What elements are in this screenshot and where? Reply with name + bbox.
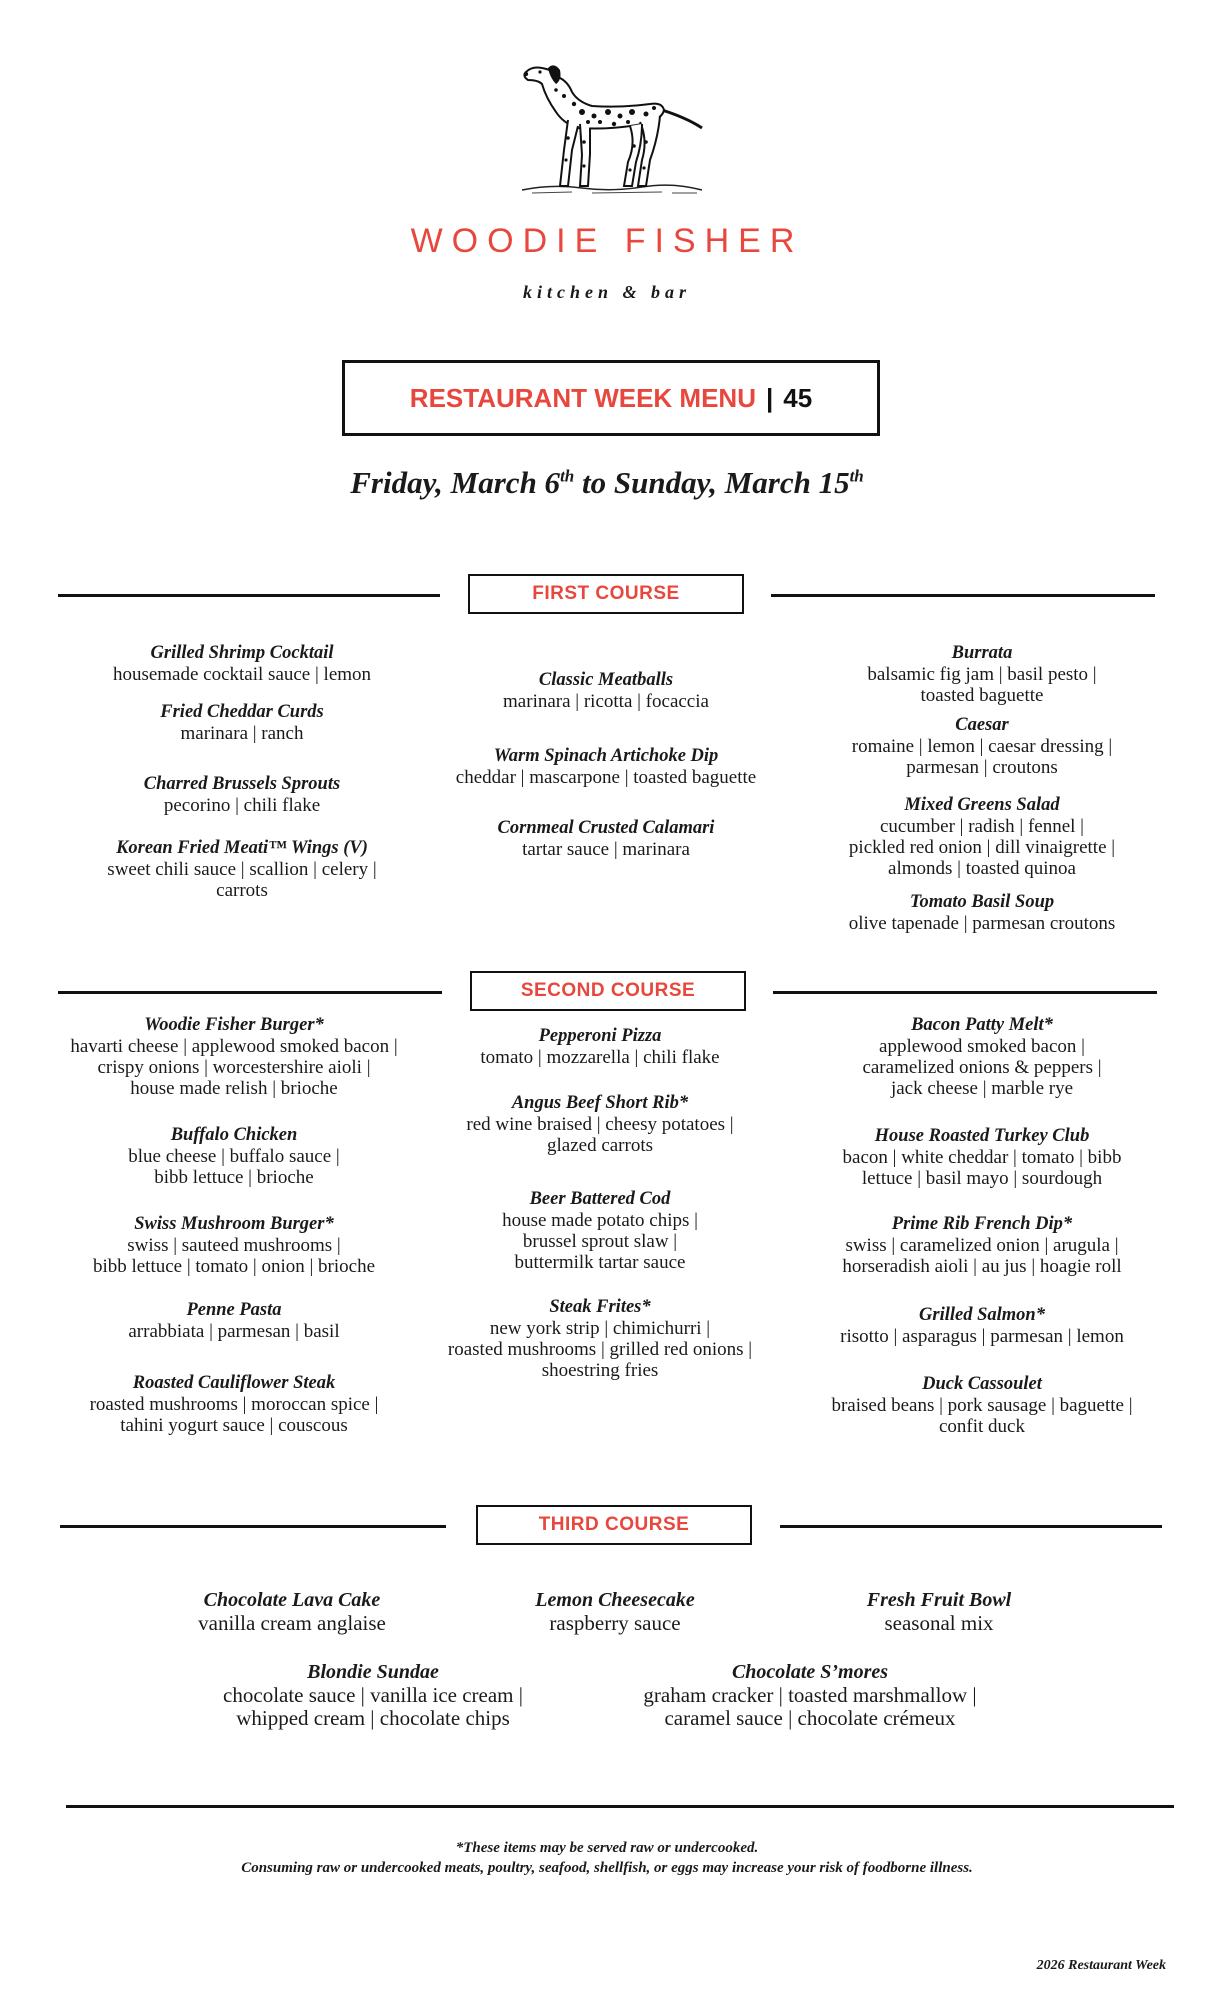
item-name: Mixed Greens Salad: [904, 795, 1060, 815]
menu-dates: [0, 465, 1214, 501]
menu-item: [400, 1297, 800, 1381]
item-name: Tomato Basil Soup: [909, 892, 1055, 912]
third-course-heading: THIRD COURSE: [476, 1505, 752, 1545]
item-name: Chocolate S’mores: [731, 1661, 889, 1683]
item-description: bibb lettuce | tomato | onion | brioche: [92, 1256, 376, 1277]
item-name: Pepperoni Pizza: [538, 1026, 662, 1046]
menu-item: [34, 1373, 434, 1436]
item-description: cucumber | radish | fennel |: [880, 816, 1084, 837]
item-description: braised beans | pork sausage | baguette |: [831, 1395, 1133, 1416]
first-course-heading: FIRST COURSE: [468, 574, 744, 614]
item-description: parmesan | croutons: [906, 757, 1058, 778]
item-description: house made potato chips |: [502, 1210, 698, 1231]
item-name: Grilled Shrimp Cocktail: [150, 643, 334, 663]
divider-line: [773, 991, 1157, 994]
menu-title-separator: |: [765, 382, 774, 413]
restaurant-tagline: kitchen & bar: [522, 282, 691, 302]
menu-item: [42, 774, 442, 816]
item-name: Fresh Fruit Bowl: [866, 1589, 1012, 1611]
item-description: marinara | ricotta | focaccia: [503, 691, 709, 712]
menu-item: [782, 1305, 1182, 1347]
item-name: Korean Fried Meati™ Wings (V): [116, 838, 368, 858]
item-name: Cornmeal Crusted Calamari: [497, 818, 715, 838]
item-name: Buffalo Chicken: [170, 1125, 298, 1145]
item-name: Bacon Patty Melt*: [911, 1015, 1053, 1035]
item-description: toasted baguette: [920, 685, 1044, 706]
menu-item: [34, 1214, 434, 1277]
item-description: lettuce | basil mayo | sourdough: [861, 1168, 1103, 1189]
disclaimer-line: Consuming raw or undercooked meats, poultry, seafood, shellfish, or eggs may increase your risk of foodborne illness.: [241, 1860, 973, 1876]
item-description: pecorino | chili flake: [163, 795, 321, 816]
menu-item: [782, 715, 1182, 778]
menu-item: [34, 1015, 434, 1099]
item-name: Angus Beef Short Rib*: [511, 1093, 689, 1113]
item-name: House Roasted Turkey Club: [874, 1126, 1090, 1146]
divider-line: [780, 1525, 1162, 1528]
item-description: swiss | sauteed mushrooms |: [127, 1235, 341, 1256]
item-description: marinara | ranch: [180, 723, 304, 744]
menu-item: [782, 795, 1182, 879]
item-description: pickled red onion | dill vinaigrette |: [848, 837, 1116, 858]
item-name: Woodie Fisher Burger*: [144, 1015, 324, 1035]
item-description: blue cheese | buffalo sauce |: [128, 1146, 340, 1167]
item-description: olive tapenade | parmesan croutons: [848, 913, 1116, 934]
menu-item: [782, 1214, 1182, 1277]
second-course-heading: SECOND COURSE: [470, 971, 746, 1011]
item-name: Prime Rib French Dip*: [891, 1214, 1073, 1234]
menu-item: [400, 1093, 800, 1156]
item-name: Steak Frites*: [549, 1297, 651, 1317]
item-description: brussel sprout slaw |: [522, 1231, 678, 1252]
item-name: Caesar: [955, 715, 1009, 735]
item-description: house made relish | brioche: [130, 1078, 338, 1099]
item-description: roasted mushrooms | moroccan spice |: [89, 1394, 379, 1415]
menu-item: [406, 746, 806, 788]
item-description: tahini yogurt sauce | couscous: [120, 1415, 348, 1436]
menu-item: [400, 1189, 800, 1273]
menu-item: [400, 1026, 800, 1068]
item-name: Beer Battered Cod: [529, 1189, 671, 1209]
item-name: Roasted Cauliflower Steak: [132, 1373, 336, 1393]
item-name: Chocolate Lava Cake: [203, 1589, 381, 1611]
item-description: seasonal mix: [884, 1611, 994, 1635]
item-description: risotto | asparagus | parmesan | lemon: [840, 1326, 1124, 1347]
item-description: applewood smoked bacon |: [879, 1036, 1085, 1057]
menu-item: [42, 702, 442, 744]
date-start-suffix: th: [560, 466, 575, 486]
item-description: caramel sauce | chocolate crémeux: [664, 1706, 956, 1730]
disclaimer-line: *These items may be served raw or undercooked.: [455, 1840, 759, 1856]
menu-item: [610, 1660, 1010, 1730]
item-description: romaine | lemon | caesar dressing |: [851, 736, 1113, 757]
item-description: new york strip | chimichurri |: [489, 1318, 711, 1339]
menu-price: 45: [783, 382, 813, 413]
item-description: confit duck: [938, 1416, 1025, 1437]
item-description: cheddar | mascarpone | toasted baguette: [455, 767, 757, 788]
item-description: roasted mushrooms | grilled red onions |: [447, 1339, 753, 1360]
item-description: bacon | white cheddar | tomato | bibb: [842, 1147, 1122, 1168]
item-description: jack cheese | marble rye: [890, 1078, 1074, 1099]
item-description: crispy onions | worcestershire aioli |: [97, 1057, 371, 1078]
menu-item: [406, 670, 806, 712]
item-description: chocolate sauce | vanilla ice cream |: [223, 1683, 523, 1707]
menu-item: [34, 1125, 434, 1188]
menu-item: [739, 1588, 1139, 1635]
item-description: vanilla cream anglaise: [198, 1611, 386, 1635]
item-name: Classic Meatballs: [538, 670, 674, 690]
menu-item: [782, 1126, 1182, 1189]
item-description: sweet chili sauce | scallion | celery |: [107, 859, 377, 880]
item-name: Duck Cassoulet: [922, 1374, 1042, 1394]
raw-food-disclaimer: [0, 1838, 1214, 1878]
item-name: Fried Cheddar Curds: [160, 702, 324, 722]
dalmatian-dog-icon: [512, 50, 712, 200]
item-description: almonds | toasted quinoa: [888, 858, 1076, 879]
item-description: housemade cocktail sauce | lemon: [112, 664, 372, 685]
item-description: carrots: [216, 880, 268, 901]
item-name: Warm Spinach Artichoke Dip: [493, 746, 719, 766]
date-end: to Sunday, March 15: [574, 465, 850, 500]
item-description: shoestring fries: [541, 1360, 659, 1381]
item-description: glazed carrots: [546, 1135, 654, 1156]
divider-line: [58, 594, 440, 597]
item-name: Blondie Sundae: [307, 1661, 439, 1683]
restaurant-name: WOODIE FISHER: [410, 222, 804, 260]
menu-item: [782, 1015, 1182, 1099]
divider-line: [58, 991, 442, 994]
menu-title-box: [342, 360, 880, 436]
item-name: Grilled Salmon*: [919, 1305, 1045, 1325]
item-description: bibb lettuce | brioche: [154, 1167, 314, 1188]
menu-item: [782, 1374, 1182, 1437]
item-name: Swiss Mushroom Burger*: [134, 1214, 334, 1234]
menu-item: [782, 643, 1182, 706]
menu-item: [42, 838, 442, 901]
menu-item: [782, 892, 1182, 934]
item-description: raspberry sauce: [549, 1611, 681, 1635]
item-description: havarti cheese | applewood smoked bacon |: [70, 1036, 398, 1057]
item-description: swiss | caramelized onion | arugula |: [845, 1235, 1119, 1256]
menu-item: [173, 1660, 573, 1730]
item-name: Charred Brussels Sprouts: [143, 774, 341, 794]
date-start: Friday, March 6: [350, 465, 561, 500]
divider-line: [60, 1525, 446, 1528]
menu-title: RESTAURANT WEEK MENU: [409, 382, 756, 413]
date-end-suffix: th: [849, 466, 864, 486]
item-description: tomato | mozzarella | chili flake: [480, 1047, 720, 1068]
menu-item: [42, 643, 442, 685]
item-description: arrabbiata | parmesan | basil: [128, 1321, 340, 1342]
item-description: tartar sauce | marinara: [522, 839, 690, 860]
menu-item: [34, 1300, 434, 1342]
menu-item: [406, 818, 806, 860]
divider-line: [66, 1805, 1174, 1808]
item-description: horseradish aioli | au jus | hoagie roll: [842, 1256, 1122, 1277]
item-name: Burrata: [951, 643, 1013, 663]
item-name: Penne Pasta: [186, 1300, 282, 1320]
item-description: whipped cream | chocolate chips: [236, 1706, 510, 1730]
footer-label: 2026 Restaurant Week: [1036, 1958, 1166, 1973]
item-description: buttermilk tartar sauce: [514, 1252, 686, 1273]
divider-line: [771, 594, 1155, 597]
item-description: graham cracker | toasted marshmallow |: [643, 1683, 977, 1707]
item-description: caramelized onions & peppers |: [862, 1057, 1102, 1078]
item-name: Lemon Cheesecake: [535, 1589, 695, 1611]
item-description: balsamic fig jam | basil pesto |: [867, 664, 1097, 685]
item-description: red wine braised | cheesy potatoes |: [466, 1114, 734, 1135]
